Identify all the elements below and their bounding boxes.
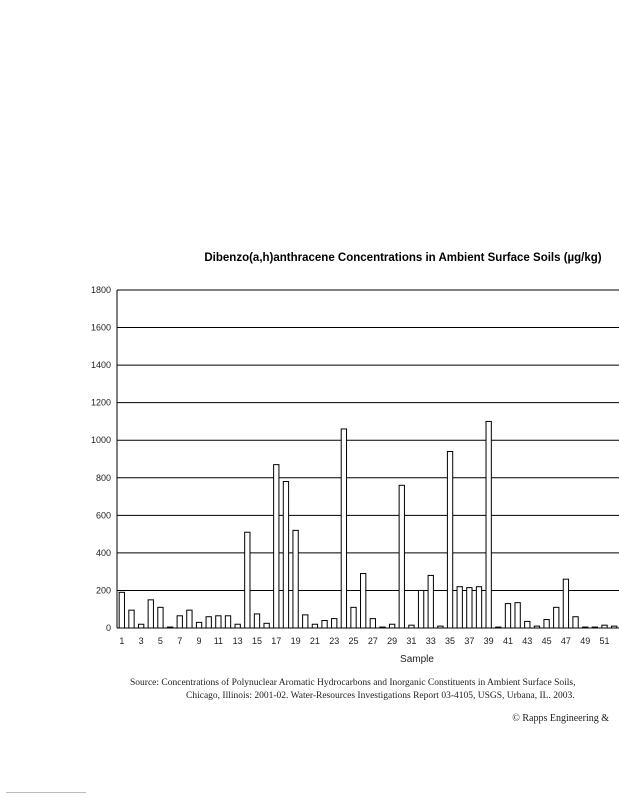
x-tick-label-7: 7 <box>177 636 183 646</box>
bar-sample-41 <box>505 604 510 628</box>
x-tick-label-13: 13 <box>232 636 243 646</box>
x-tick-label-21: 21 <box>309 636 320 646</box>
x-tick-label-43: 43 <box>522 636 533 646</box>
x-tick-label-37: 37 <box>464 636 475 646</box>
bar-sample-1 <box>119 592 124 628</box>
bar-sample-23 <box>332 619 337 628</box>
bar-sample-22 <box>322 620 327 628</box>
bar-sample-9 <box>196 622 201 628</box>
x-tick-label-45: 45 <box>541 636 552 646</box>
x-tick-label-29: 29 <box>387 636 398 646</box>
y-tick-label-1600: 1600 <box>90 322 111 333</box>
y-tick-label-600: 600 <box>95 510 111 521</box>
y-tick-label-1400: 1400 <box>90 360 111 371</box>
bar-sample-35 <box>447 451 452 628</box>
bar-sample-16 <box>264 623 269 628</box>
x-tick-label-9: 9 <box>196 636 202 646</box>
bar-sample-10 <box>206 617 211 628</box>
bar-sample-4 <box>148 600 153 628</box>
x-tick-label-23: 23 <box>329 636 340 646</box>
y-tick-label-1800: 1800 <box>90 285 111 295</box>
bar-sample-30 <box>399 485 404 628</box>
bar-sample-2 <box>129 610 134 628</box>
bar-sample-29 <box>389 624 394 628</box>
bars <box>119 421 617 628</box>
bar-sample-14 <box>245 532 250 628</box>
bar-sample-11 <box>216 616 221 628</box>
bar-sample-36 <box>457 587 462 628</box>
bar-sample-5 <box>158 607 163 628</box>
y-tick-label-0: 0 <box>105 623 111 633</box>
source-line-2: Chicago, Illinois: 2001-02. Water-Resources Investigations Report 03-4105, USGS, Urbana, IL. 2003. <box>186 691 575 701</box>
bar-sample-27 <box>370 619 375 628</box>
y-tick-label-400: 400 <box>95 547 111 558</box>
bar-sample-46 <box>554 607 559 628</box>
x-tick-label-15: 15 <box>251 636 262 646</box>
bar-sample-3 <box>138 624 143 628</box>
x-axis <box>117 628 619 646</box>
bar-sample-43 <box>525 621 530 628</box>
x-tick-label-35: 35 <box>445 636 456 646</box>
y-axis <box>91 285 117 633</box>
y-tick-label-1200: 1200 <box>90 397 111 408</box>
x-tick-label-11: 11 <box>213 636 224 646</box>
x-tick-label-39: 39 <box>483 636 494 646</box>
bar-sample-45 <box>544 620 549 628</box>
x-axis-label: Sample <box>400 654 434 665</box>
x-tick-label-33: 33 <box>425 636 436 646</box>
x-tick-label-5: 5 <box>157 636 163 646</box>
y-tick-label-200: 200 <box>95 585 111 596</box>
bar-sample-18 <box>283 482 288 628</box>
x-tick-label-25: 25 <box>348 636 359 646</box>
bar-sample-12 <box>225 616 230 628</box>
bar-sample-19 <box>293 530 298 628</box>
x-tick-label-49: 49 <box>580 636 591 646</box>
x-tick-label-1: 1 <box>119 636 125 646</box>
bar-sample-39 <box>486 421 491 628</box>
footer-rule <box>6 792 86 793</box>
bar-sample-26 <box>361 574 366 628</box>
bar-sample-33 <box>428 575 433 628</box>
bar-sample-42 <box>515 603 520 628</box>
bar-sample-32 <box>418 590 423 628</box>
source-line-1: Source: Concentrations of Polynuclear Aromatic Hydrocarbons and Inorganic Constituents in Ambient Surface Soils, <box>130 678 576 688</box>
gridlines <box>117 290 619 590</box>
y-tick-label-1000: 1000 <box>90 435 111 446</box>
x-tick-label-17: 17 <box>271 636 282 646</box>
bar-sample-25 <box>351 607 356 628</box>
x-tick-label-41: 41 <box>502 636 513 646</box>
copyright: © Rapps Engineering & <box>512 713 609 724</box>
x-tick-label-19: 19 <box>290 636 301 646</box>
bar-sample-37 <box>467 588 472 628</box>
chart-title: Dibenzo(a,h)anthracene Concentrations in Ambient Surface Soils (µg/kg) <box>204 252 602 264</box>
x-tick-label-47: 47 <box>560 636 571 646</box>
x-tick-label-27: 27 <box>367 636 378 646</box>
y-tick-label-800: 800 <box>95 472 111 483</box>
bar-sample-24 <box>341 429 346 628</box>
bar-sample-38 <box>476 587 481 628</box>
bar-sample-20 <box>303 615 308 628</box>
x-tick-label-31: 31 <box>406 636 417 646</box>
bar-sample-48 <box>573 617 578 628</box>
x-tick-label-51: 51 <box>599 636 610 646</box>
bar-sample-15 <box>254 614 259 628</box>
bar-sample-21 <box>312 624 317 628</box>
x-tick-label-3: 3 <box>138 636 144 646</box>
bar-sample-17 <box>274 465 279 628</box>
bar-sample-13 <box>235 624 240 628</box>
source-note <box>130 677 610 703</box>
bar-sample-8 <box>187 610 192 628</box>
bar-sample-47 <box>563 579 568 628</box>
bar-sample-7 <box>177 616 182 628</box>
